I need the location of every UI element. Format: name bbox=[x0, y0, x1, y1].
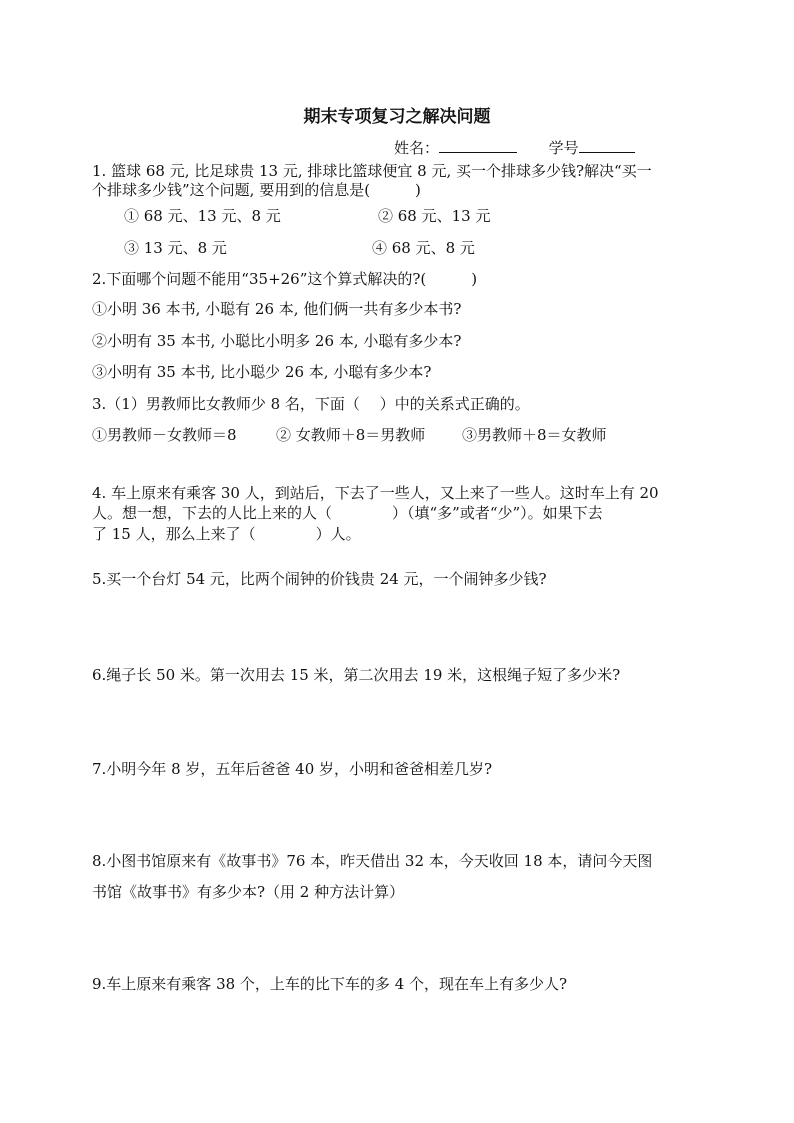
q3-option-3: ③男教师＋8＝女教师 bbox=[462, 426, 607, 444]
student-info bbox=[394, 138, 635, 158]
student-id-label: 学号 bbox=[548, 139, 579, 157]
q2-option-2: ②小明有 35 本书, 小聪比小明多 26 本, 小聪有多少本? bbox=[92, 332, 462, 350]
q2-option-1: ①小明 36 本书, 小聪有 26 本, 他们俩一共有多少本书? bbox=[92, 300, 462, 318]
q4-line1: 4. 车上原来有乘客 30 人，到站后，下去了一些人，又上来了一些人。这时车上有 20 bbox=[92, 484, 659, 502]
q1-option-2: ② 68 元、13 元 bbox=[378, 207, 491, 225]
q4-line3: 了 15 人，那么上来了（ ）人。 bbox=[92, 525, 361, 543]
q3-option-1: ①男教师－女教师＝8 bbox=[92, 426, 237, 444]
name-label: 姓名： bbox=[394, 139, 440, 157]
q8-line1: 8.小图书馆原来有《故事书》76 本，昨天借出 32 本，今天收回 18 本，请问今天图 bbox=[92, 852, 653, 870]
q1-option-1: ① 68 元、13 元、8 元 bbox=[124, 207, 281, 225]
name-blank[interactable] bbox=[439, 138, 517, 153]
q7-text: 7.小明今年 8 岁，五年后爸爸 40 岁，小明和爸爸相差几岁? bbox=[92, 760, 493, 778]
q5-text: 5.买一个台灯 54 元，比两个闹钟的价钱贵 24 元，一个闹钟多少钱? bbox=[92, 570, 547, 588]
q3-stem: 3.（1）男教师比女教师少 8 名，下面（ ）中的关系式正确的。 bbox=[92, 395, 530, 413]
q1-option-4: ④ 68 元、8 元 bbox=[372, 239, 475, 257]
q1-line2: 个排球多少钱”这个问题, 要用到的信息是( ) bbox=[92, 181, 421, 199]
q8-line2: 书馆《故事书》有多少本?（用 2 种方法计算） bbox=[92, 883, 405, 901]
page-title: 期末专项复习之解决问题 bbox=[303, 107, 491, 127]
q1-option-3: ③ 13 元、8 元 bbox=[124, 239, 227, 257]
q2-option-3: ③小明有 35 本书, 比小聪少 26 本, 小聪有多少本? bbox=[92, 363, 432, 381]
q6-text: 6.绳子长 50 米。第一次用去 15 米，第二次用去 19 米，这根绳子短了多少米? bbox=[92, 666, 621, 684]
q2-stem: 2.下面哪个问题不能用“35+26”这个算式解决的?( ) bbox=[92, 270, 478, 288]
q1-line1: 1. 篮球 68 元, 比足球贵 13 元, 排球比篮球便宜 8 元, 买一个排球多少钱?解决“买一 bbox=[92, 162, 652, 180]
q4-line2: 人。想一想，下去的人比上来的人（ ）（填“多”或者“少”）。如果下去 bbox=[92, 504, 603, 522]
q9-text: 9.车上原来有乘客 38 个，上车的比下车的多 4 个，现在车上有多少人? bbox=[92, 975, 568, 993]
q3-option-2: ② 女教师＋8＝男教师 bbox=[276, 426, 426, 444]
student-id-blank[interactable] bbox=[579, 138, 635, 153]
